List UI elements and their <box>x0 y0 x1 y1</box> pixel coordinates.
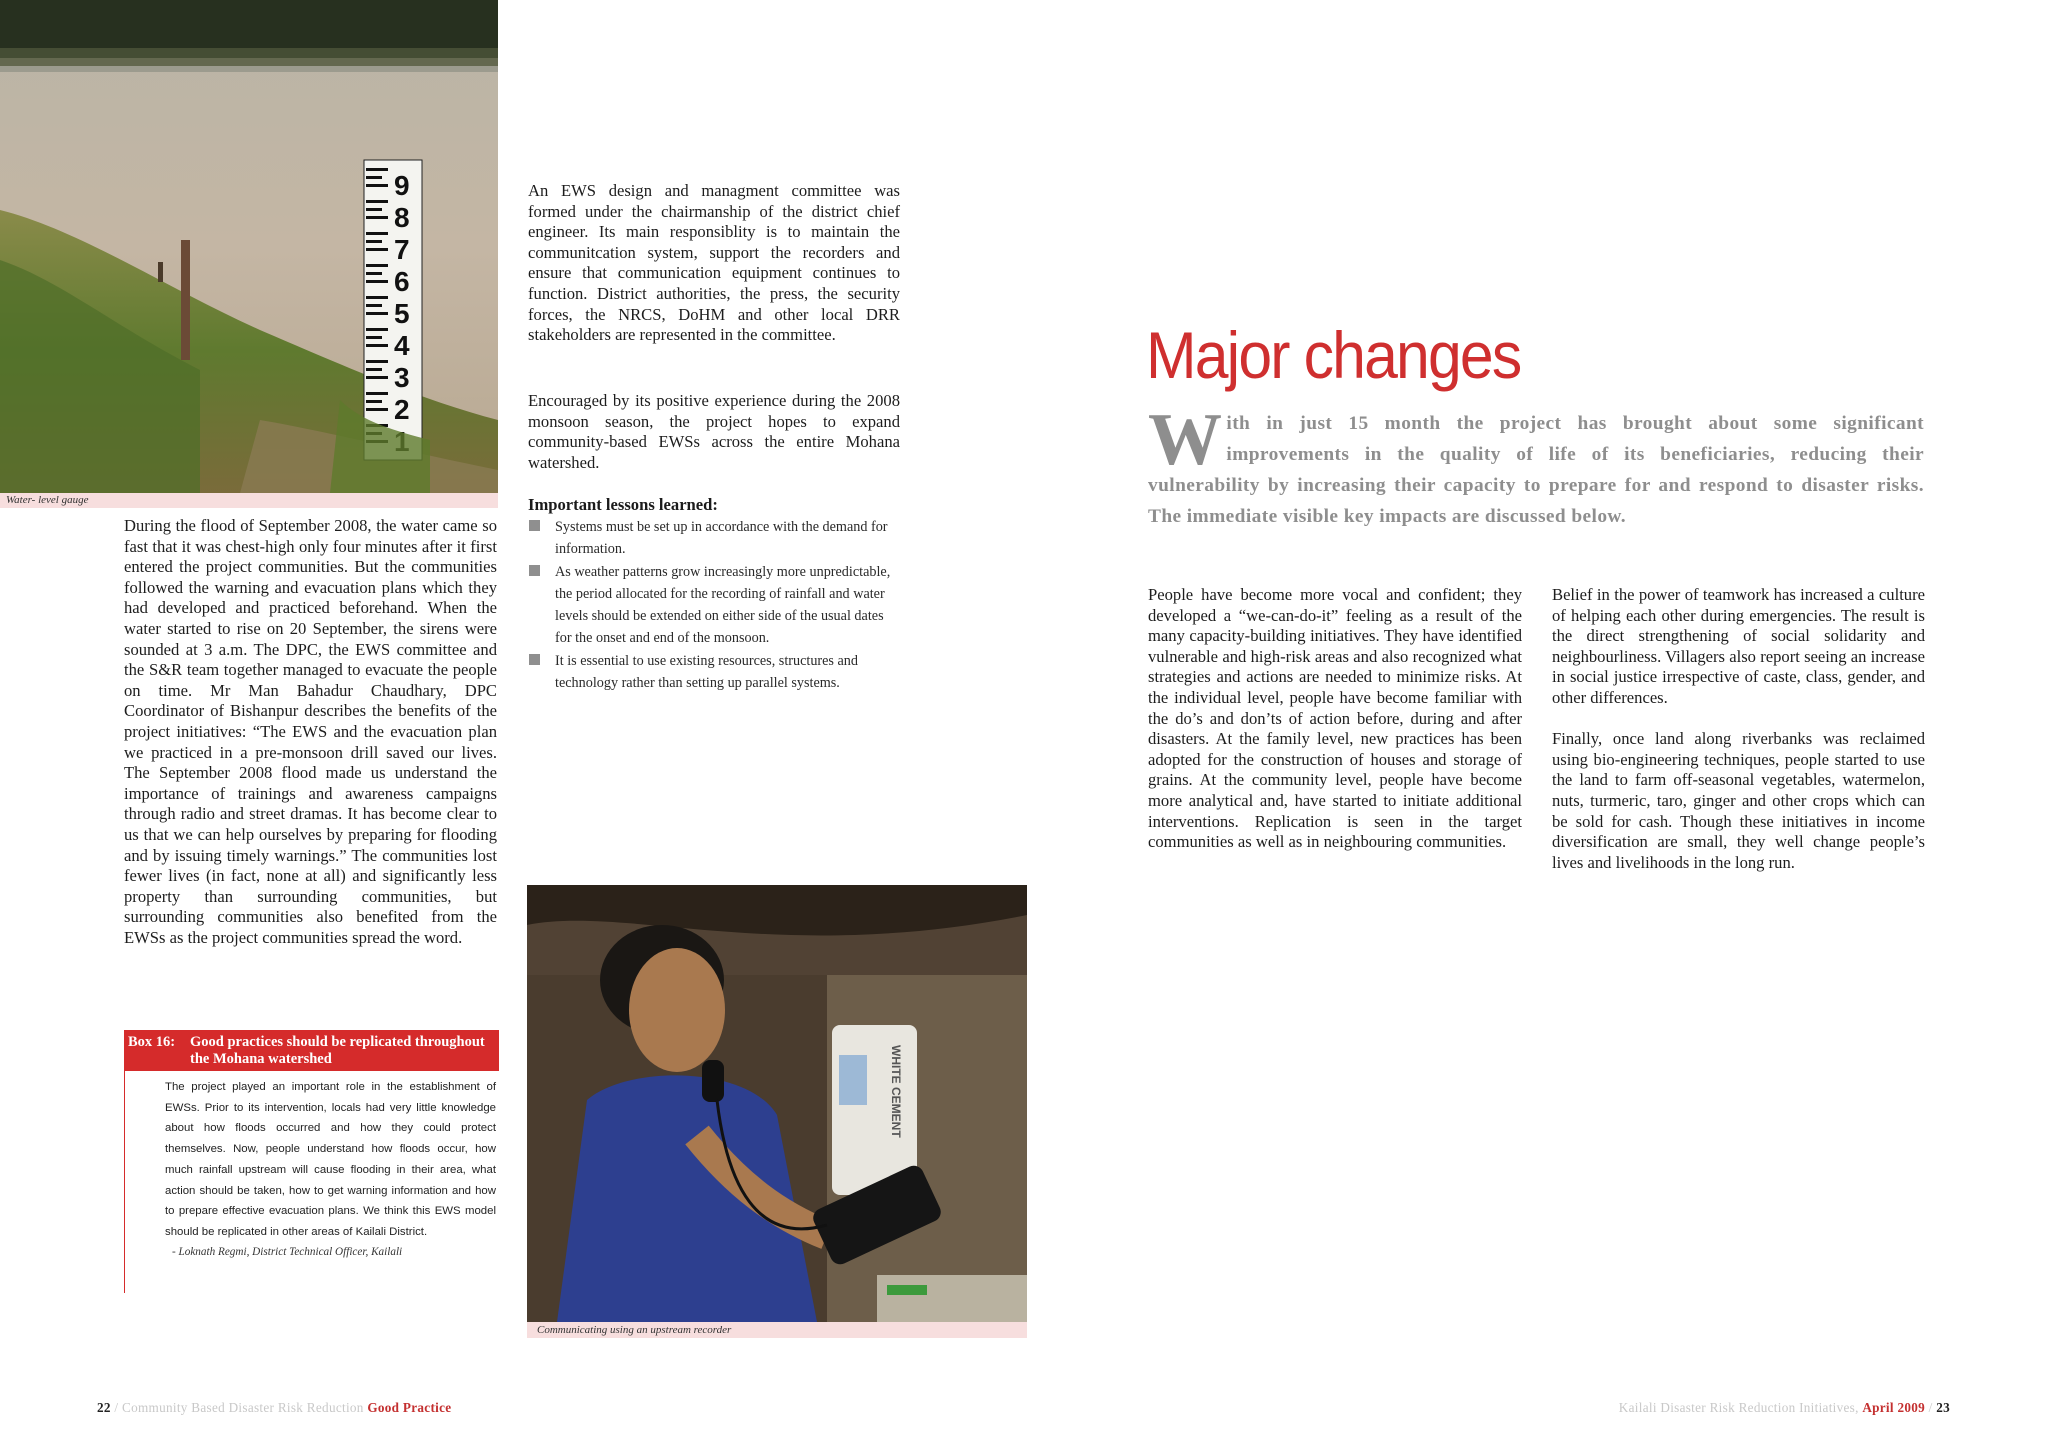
expansion-paragraph: Encouraged by its positive experience during the 2008 monsoon season, the project hopes to expand community-based EWSs across the entire Mohana watershed. <box>528 391 900 472</box>
impacts-column-2 <box>1552 585 1925 873</box>
sack-label: WHITE CEMENT <box>889 1045 903 1138</box>
lessons-heading: Important lessons learned: <box>528 495 718 514</box>
intro-text: ith in just 15 month the project has brought about some significant improvements in the quality of life of its beneficiaries, reducing their vulnerability by increasing their capacity to prepare for and respond to disaster risks. The immediate visible key impacts are discussed below. <box>1148 413 1924 527</box>
box-header <box>124 1030 499 1071</box>
recorder-photo <box>527 885 1027 1322</box>
box-title: Good practices should be replicated throughout the Mohana watershed <box>190 1034 485 1067</box>
box-body-text: The project played an important role in the establishment of EWSs. Prior to its intervention, locals had very little knowledge about how floods occurred and how they could protect themselves. Now, people understand how floods occur, how much rainfall upstream will cause flooding in their area, what action should be taken, how to get warning information and how to prepare effective evacuation plans. We think this EWS model should be replicated in other areas of Kailali District. <box>165 1081 496 1238</box>
box-attribution: - Loknath Regmi, District Technical Officer, Kailali <box>172 1246 403 1258</box>
box-16-sidebar <box>124 1030 499 1265</box>
flood-narrative-paragraph: During the flood of September 2008, the water came so fast that it was chest-high only four minutes after it first entered the project communities. But the communities followed the warning and evacuation plans which they had developed and practiced beforehand. When the water started to rise on 20 September, the sirens were sounded at 3 a.m. The DPC, the EWS committee and the S&R team together managed to evacuate the people on time. Mr Man Bahadur Chaudhary, DPC Coordinator of Bishanpur describes the benefits of the project initiatives: “The EWS and the evacuation plan we practiced in a pre-monsoon drill saved our lives. The September 2008 flood made us understand the importance of trainings and awareness campaigns through radio and street dramas. It has become clear to us that we can help ourselves by preparing for flooding and by issuing timely warnings.” The communities lost fewer lives (in fact, none at all) and significantly less property than surrounding communities, but surrounding communities also benefited from the EWSs as the project communities spread the word. <box>124 516 497 947</box>
drop-cap: W <box>1148 399 1223 481</box>
square-bullet-icon <box>529 565 540 576</box>
gauge-mark-4: 4 <box>394 330 410 361</box>
footer-series: Kailali Disaster Risk Reduction Initiatives, <box>1618 1400 1863 1415</box>
page-number: 22 <box>97 1400 111 1415</box>
lesson-text: It is essential to use existing resources, structures and technology rather than setting up parallel systems. <box>555 652 858 692</box>
list-item <box>528 650 900 695</box>
list-item <box>528 516 900 561</box>
footer-separator: / <box>1925 1400 1937 1415</box>
footer-separator: / <box>110 1400 122 1415</box>
footer-date: April 2009 <box>1862 1400 1926 1415</box>
square-bullet-icon <box>529 654 540 665</box>
page-title: Major changes <box>1146 318 1521 392</box>
gauge-mark-2: 2 <box>394 394 410 425</box>
footer-series: Community Based Disaster Risk Reduction <box>121 1400 368 1415</box>
photo-caption: Communicating using an upstream recorder <box>527 1322 1027 1338</box>
impacts-paragraph: People have become more vocal and confident; they developed a “we-can-do-it” feeling as a result of the many capacity-building initiatives. They have identified vulnerable and high-risk areas and also recognized what strategies and actions are needed to minimize risks. At the individual level, people have become familiar with the do’s and don’ts of action before, during and after disasters. At the family level, new practices has been adopted for the construction of houses and storage of grains. At the community level, people have become more analytical and, have started to initiate additional interventions. Replication is seen in the target communities as well as in neighbouring communities. <box>1148 585 1522 852</box>
box-left-rule <box>124 1071 125 1293</box>
lesson-text: Systems must be set up in accordance with the demand for information. <box>555 519 888 558</box>
page-number: 23 <box>1936 1400 1950 1415</box>
ews-committee-paragraph: An EWS design and managment committee was formed under the chairmanship of the district chief engineer. Its main responsiblity is to maintain the communitcation system, support the recorders and ensure that communication equipment continues to function. District authorities, the press, the security forces, the NRCS, DoHM and other local DRR stakeholders are represented in the committee. <box>528 181 900 345</box>
footer-highlight: Good Practice <box>367 1400 452 1415</box>
gauge-mark-6: 6 <box>394 266 410 297</box>
water-level-gauge-photo <box>0 0 498 493</box>
square-bullet-icon <box>529 520 540 531</box>
footer-right <box>1619 1400 1950 1416</box>
gauge-mark-3: 3 <box>394 362 410 393</box>
box-label: Box 16: <box>128 1034 176 1050</box>
livelihoods-paragraph: Finally, once land along riverbanks was reclaimed using bio-engineering techniques, people started to use the land to farm off-seasonal vegetables, watermelon, nuts, turmeric, taro, ginger and other crops which can be sold for cash. Though these initiatives in income diversification are small, they well change people’s lives and livelihoods in the long run. <box>1552 729 1925 872</box>
intro-paragraph <box>1148 399 1924 532</box>
photo-caption: Water- level gauge <box>0 493 498 508</box>
impacts-column-1 <box>1148 585 1522 853</box>
gauge-mark-7: 7 <box>394 234 410 265</box>
list-item <box>528 561 900 650</box>
footer-left <box>97 1400 451 1416</box>
teamwork-paragraph: Belief in the power of teamwork has increased a culture of helping each other during emergencies. The result is the direct strengthening of social solidarity and neighbourliness. Villagers also report seeing an increase in social justice irrespective of caste, class, gender, and other differences. <box>1552 585 1925 707</box>
lesson-text: As weather patterns grow increasingly more unpredictable, the period allocated for the recording of rainfall and water levels should be extended on either side of the usual dates for the onset and end of the monsoon. <box>555 563 891 647</box>
gauge-mark-8: 8 <box>394 202 410 233</box>
gauge-mark-9: 9 <box>394 170 410 201</box>
gauge-mark-5: 5 <box>394 298 410 329</box>
lessons-list <box>528 516 900 694</box>
